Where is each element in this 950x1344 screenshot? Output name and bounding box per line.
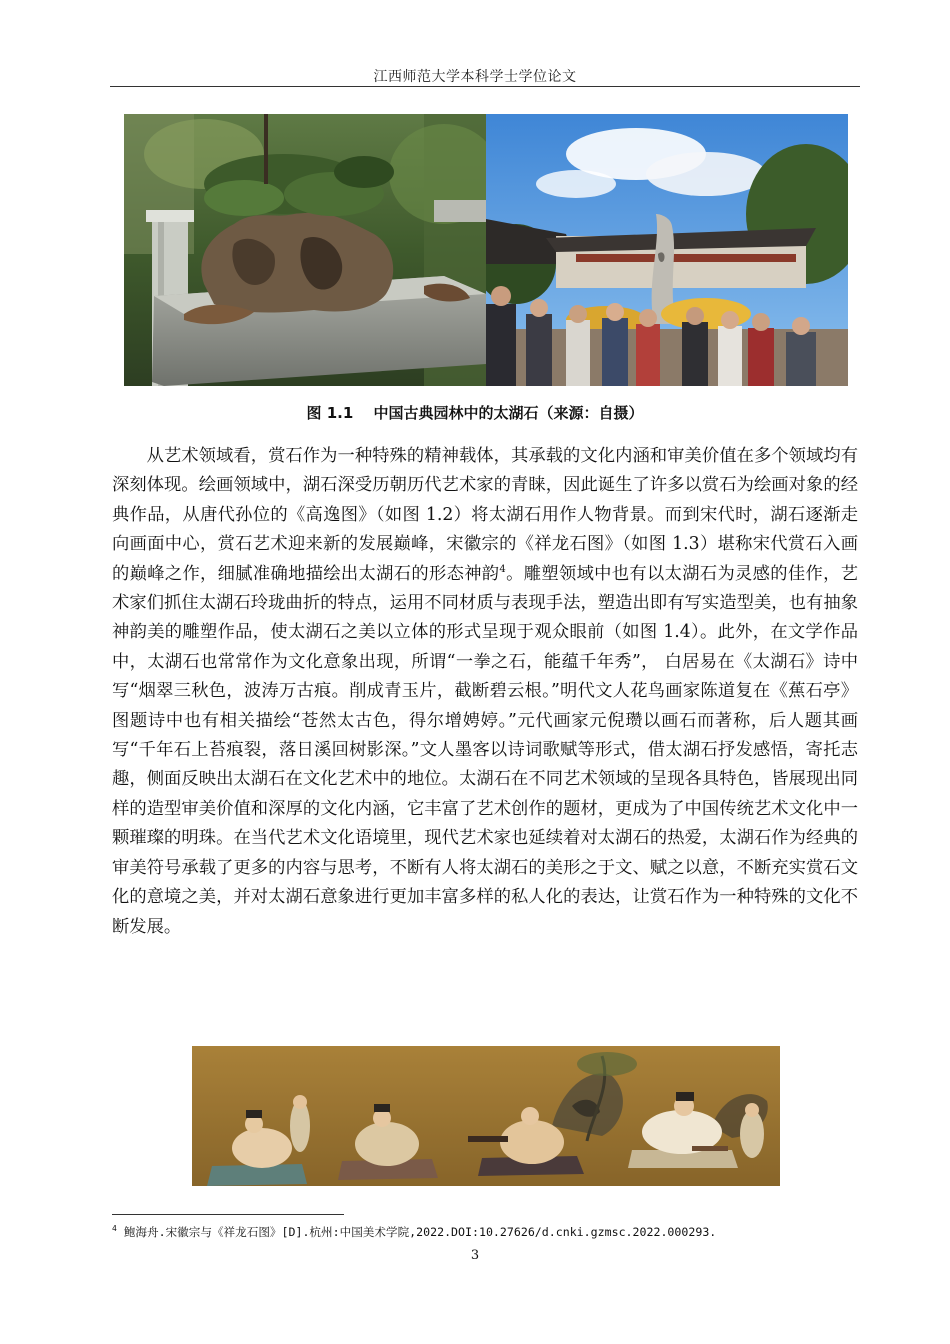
garden-scene-image: [486, 114, 848, 386]
footnote: [112, 1224, 872, 1240]
body-paragraph: [112, 442, 858, 942]
footnote-ref: 4: [499, 563, 506, 575]
bonsai-stone-image: [124, 114, 486, 386]
running-header: 江西师范大学本科学士学位论文: [373, 69, 577, 85]
footnote-text: 鲍海舟.宋徽宗与《祥龙石图》[D].杭州:中国美术学院,2022.DOI:10.27626/d.cnki.gzmsc.2022.000293.: [123, 1225, 717, 1239]
gaoyi-tu-image: [192, 1046, 780, 1186]
photo-garden-scene: [486, 114, 848, 386]
page-number: 3: [470, 1248, 480, 1263]
paragraph-text-part2: 。雕塑领域中也有以太湖石为灵感的佳作，艺术家们抓住太湖石玲珑曲折的特点，运用不同材质与表现手法，塑造出即有写实造型美，也有抽象神韵美的雕塑作品，使太湖石之美以立体的形式呈现于观众眼前（如图 1.4）。此外，在文学作品中，太湖石也常常作为文化意象出现，所谓“一拳之石，能蕴千年秀”， 白居易在《太湖石》诗中写“烟翠三秋色，波涛万古痕。削成青玉片，截断碧云根。”明代文人花鸟画家陈道复在《蕉石亭》图题诗中也有相关描绘“苍然太古色，得尔增娉婷。”元代画家元倪瓒以画石而著称，后人题其画写“千年石上苔痕裂，落日溪回树影深。”文人墨客以诗词歌赋等形式，借太湖石抒发感悟，寄托志趣，侧面反映出太湖石在文化艺术中的地位。太湖石在不同艺术领域的呈现各具特色，皆展现出同样的造型审美价值和深厚的文化内涵，它丰富了艺术创作的题材，更成为了中国传统艺术文化中一颗璀璨的明珠。在当代艺术文化语境里，现代艺术家也延续着对太湖石的热爱，太湖石作为经典的审美符号承载了更多的内容与思考，不断有人将太湖石的美形之于文、赋之以意，不断充实赏石文化的意境之美，并对太湖石意象进行更加丰富多样的私人化的表达，让赏石作为一种特殊的文化不断发展。: [112, 563, 858, 937]
paragraph: [112, 442, 858, 942]
painting-gaoyi-tu: [192, 1046, 780, 1186]
header-rule: [110, 86, 860, 87]
paragraph-text-part1: 从艺术领域看，赏石作为一种特殊的精神载体，其承载的文化内涵和审美价值在多个领域均有深刻体现。绘画领域中，湖石深受历朝历代艺术家的青睐，因此诞生了许多以赏石为绘画对象的经典作品，从唐代孙位的《高逸图》（如图 1.2）将太湖石用作人物背景。而到宋代时，湖石逐渐走向画面中心，赏石艺术迎来新的发展巅峰，宋徽宗的《祥龙石图》（如图 1.3）堪称宋代赏石入画的巅峰之作，细腻准确地描绘出太湖石的形态神韵: [112, 446, 858, 584]
photo-bonsai-stone: [124, 114, 486, 386]
footnote-number: 4: [112, 1224, 117, 1234]
figure-caption: 图 1.1 中国古典园林中的太湖石（来源：自摄）: [306, 404, 644, 422]
footnote-rule: [112, 1214, 344, 1215]
